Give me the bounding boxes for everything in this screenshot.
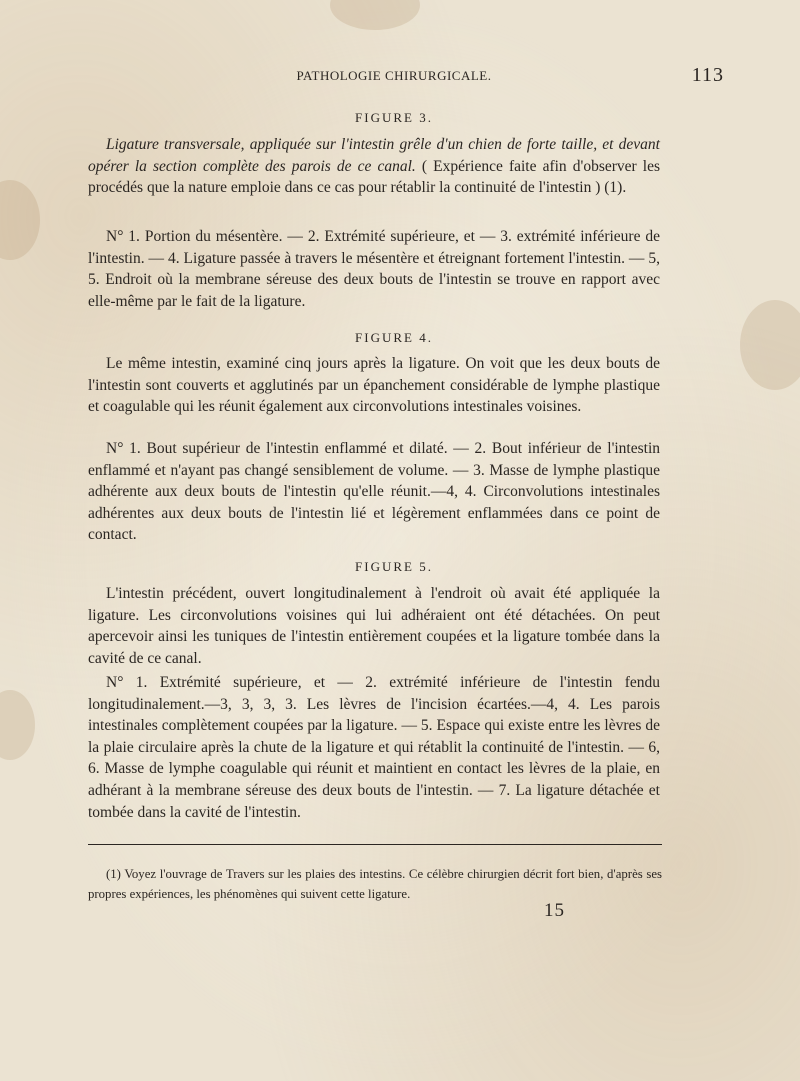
- figure-5-caption: L'intestin précédent, ouvert longitudinalement à l'endroit où avait été appliquée la ligature. Les circonvolutions voisines qui lui adhéraient ont été détachées. On peut apercevoir ainsi les tuniques de l'intestin entièrement coupées et la ligature tombée dans la cavité de ce canal.: [88, 585, 660, 667]
- footnote-rule: [88, 844, 662, 845]
- page-number: 113: [691, 64, 724, 86]
- running-head: [88, 64, 724, 86]
- paper-stain: [0, 690, 35, 760]
- paper-stain: [330, 0, 420, 30]
- paper-stain: [0, 180, 40, 260]
- figure-3-heading: FIGURE 3.: [355, 110, 433, 125]
- figure-5-heading: FIGURE 5.: [355, 559, 433, 574]
- running-title: PATHOLOGIE CHIRURGICALE.: [296, 68, 492, 83]
- figure-4-heading: FIGURE 4.: [355, 330, 433, 345]
- signature-mark: 15: [544, 900, 565, 921]
- figure-4-legend: N° 1. Bout supérieur de l'intestin enflammé et dilaté. — 2. Bout inférieur de l'intestin enflammé et n'ayant pas changé sensiblement de volume. — 3. Masse de lymphe plastique adhérente aux deux bouts de l'intestin qu'elle réunit.—4, 4. Circonvolutions intestinales adhérentes aux deux bouts de l'intestin lié et légèrement enflammées dans ce point de contact.: [88, 440, 660, 544]
- figure-3-caption-italic: Ligature transversale, appliquée sur l'intestin grêle d'un chien de forte taille, et devant opérer la section complète des parois de ce canal.: [88, 136, 660, 175]
- footnote: (1) Voyez l'ouvrage de Travers sur les plaies des intestins. Ce célèbre chirurgien décrit fort bien, d'après ses propres expériences, les phénomènes qui suivent cette ligature.: [88, 867, 662, 901]
- figure-3-caption-rest: ( Expérience faite afin d'observer les procédés que la nature emploie dans ce cas pour rétablir la continuité de l'intestin ) (1).: [88, 157, 660, 197]
- paper-stain: [740, 300, 800, 390]
- figure-5-legend: N° 1. Extrémité supérieure, et — 2. extrémité inférieure de l'intestin fendu longitudinalement.—3, 3, 3, 3. Les lèvres de l'incision écartées.—4, 4. Les parois intestinales complètement coupées par la ligature. — 5. Espace qui existe entre les lèvres de la plaie circulaire après la chute de la ligature et qui rétablit la continuité de l'intestin. — 6, 6. Masse de lymphe coagulable qui réunit et maintient en contact les lèvres de la plaie, en adhérant à la membrane séreuse des deux bouts de l'intestin. — 7. La ligature détachée et tombée dans la cavité de l'intestin.: [88, 674, 660, 821]
- figure-4-caption: Le même intestin, examiné cinq jours après la ligature. On voit que les deux bouts de l'intestin sont couverts et agglutinés par un épanchement considérable de lymphe plastique et coagulable qui les réunit également aux circonvolutions intestinales voisines.: [88, 355, 660, 416]
- figure-3-legend: N° 1. Portion du mésentère. — 2. Extrémité supérieure, et — 3. extrémité inférieure de l'intestin. — 4. Ligature passée à travers le mésentère et étreignant fortement l'intestin. — 5, 5. Endroit où la membrane séreuse des deux bouts de l'intestin se trouve en rapport avec elle-même par le fait de la ligature.: [88, 228, 660, 310]
- figure-3-caption: [88, 134, 660, 199]
